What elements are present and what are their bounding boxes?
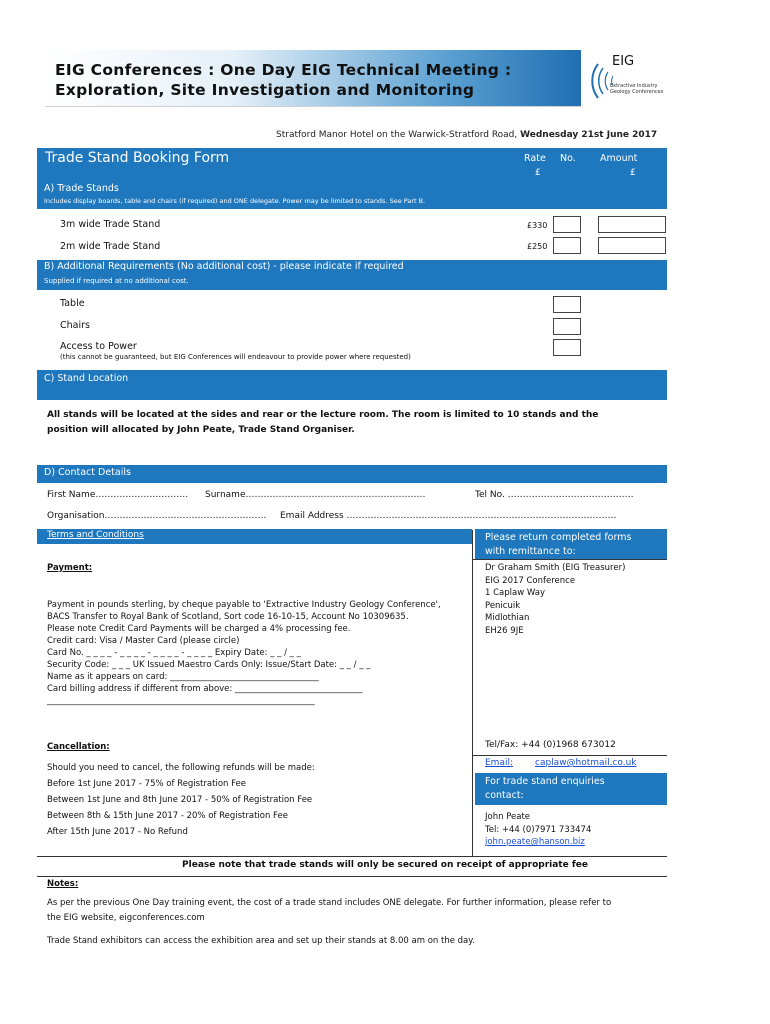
payment-details: Payment in pounds sterling, by cheque payable to 'Extractive Industry Geology Conference', BACS Transfer to Royal Bank of Scotland, Sort code 16-10-15, Account No 10309635. Please note Credit Card Payments will be charged a 4% processing fee. Credit card: Visa / Master Card (please circle) Card No. _ _ _ _ - _ _ _ _ - _ _ _ _ - _ _ _ _ Expiry Date: _ _ / _ _ Security Code: _ _ _ UK Issued Maestro Cards Only: Issue/Start Date: _ _ / _ _ Name as it appears on card: ___________________________________ Card billing address if different from above: ______________________________ _______________________________________________________________ — [47, 600, 441, 706]
terms-title: Terms and Conditions — [47, 530, 144, 540]
treasurer-address: Dr Graham Smith (EIG Treasurer) EIG 2017 Conference 1 Caplaw Way Penicuik Midlothian EH26 9JE — [485, 563, 626, 636]
title-line-2: Exploration, Site Investigation and Monitoring — [55, 81, 475, 99]
organisation-field[interactable]: Organisation……………………………………………… — [47, 511, 267, 521]
section-d-header — [37, 465, 667, 483]
note-2: Trade Stand exhibitors can access the exhibition area and set up their stands at 8.00 am on the day. — [47, 936, 475, 946]
surname-field[interactable]: Surname…………………………………………………… — [205, 490, 426, 500]
title-line-1: EIG Conferences : One Day EIG Technical Meeting : — [55, 61, 512, 79]
item-2m-stand-price: £250 — [527, 242, 548, 251]
tel-field[interactable]: Tel No. …………………………………… — [475, 490, 634, 500]
section-b-subtitle: Supplied if required at no additional cost. — [44, 277, 189, 285]
item-3m-stand-label: 3m wide Trade Stand — [60, 219, 161, 230]
logo-subtitle: Extractive Industry Geology Conferences — [610, 83, 664, 95]
first-name-field[interactable]: First Name………………….……… — [47, 490, 189, 500]
section-b-title: B) Additional Requirements (No additional cost) - please indicate if required — [44, 261, 404, 272]
notes-heading: Notes: — [47, 879, 79, 889]
venue-line: Stratford Manor Hotel on the Warwick-Stratford Road, Wednesday 21st June 2017 — [276, 130, 658, 140]
section-d-title: D) Contact Details — [44, 467, 131, 478]
amount-currency: £ — [630, 168, 636, 178]
secured-note: Please note that trade stands will only be secured on receipt of appropriate fee — [182, 860, 588, 870]
logo-text: EIG — [612, 54, 635, 69]
stand-location-text: All stands will be located at the sides and rear or the lecture room. The room is limited to 10 stands and the position will allocated by John Peate, Trade Stand Organiser. — [47, 410, 599, 435]
enquiries-contact: John Peate Tel: +44 (0)7971 733474 john.peate@hanson.biz — [485, 812, 592, 847]
section-a-subtitle: Includes display boards, table and chairs (if required) and ONE delegate. Power may be limited to stands. See Part B. — [44, 197, 426, 205]
item-power-label: Access to Power — [60, 341, 137, 352]
page-title — [55, 60, 511, 100]
column-divider — [472, 530, 473, 856]
divider-right — [472, 559, 667, 560]
table-checkbox[interactable] — [553, 296, 581, 313]
footer-divider-2 — [37, 876, 667, 877]
2m-stand-quantity-field[interactable] — [553, 237, 581, 254]
note-1: As per the previous One Day training event, the cost of a trade stand includes ONE delegate. For further information, please refer to the EIG website, eigconferences.com — [47, 898, 612, 923]
treasurer-email-link[interactable]: caplaw@hotmail.co.uk — [535, 758, 637, 768]
item-chairs-label: Chairs — [60, 320, 90, 331]
2m-stand-amount-field[interactable] — [598, 237, 666, 254]
section-b-header — [37, 260, 667, 290]
rate-currency: £ — [535, 168, 541, 178]
cancellation-heading: Cancellation: — [47, 742, 110, 752]
contact-email-link[interactable]: john.peate@hanson.biz — [485, 837, 585, 847]
section-c-title: C) Stand Location — [44, 373, 129, 384]
payment-heading: Payment: — [47, 563, 93, 573]
enquiries-header: For trade stand enquiries contact: — [475, 773, 667, 805]
footer-divider — [37, 856, 667, 857]
3m-stand-amount-field[interactable] — [598, 216, 666, 233]
chairs-checkbox[interactable] — [553, 318, 581, 335]
col-rate: Rate — [524, 153, 546, 164]
treasurer-telfax: Tel/Fax: +44 (0)1968 673012 — [485, 740, 616, 750]
item-3m-stand-price: £330 — [527, 221, 548, 230]
section-c-header — [37, 370, 667, 400]
divider-right-2 — [472, 755, 667, 756]
power-note: (this cannot be guaranteed, but EIG Conferences will endeavour to provide power where requested) — [60, 353, 411, 361]
section-a-title: A) Trade Stands — [44, 183, 119, 194]
col-amount: Amount — [600, 153, 638, 164]
form-title: Trade Stand Booking Form — [45, 150, 230, 166]
3m-stand-quantity-field[interactable] — [553, 216, 581, 233]
email-label: Email: — [485, 758, 514, 768]
cancellation-details: Should you need to cancel, the following refunds will be made: Before 1st June 2017 - 75% of Registration Fee Between 1st June and 8th June 2017 - 50% of Registration Fee Between 8th & 15th June 2017 - 20% of Registration Fee After 15th June 2017 - No Refund — [47, 763, 315, 837]
power-checkbox[interactable] — [553, 339, 581, 356]
item-2m-stand-label: 2m wide Trade Stand — [60, 241, 161, 252]
email-field[interactable]: Email Address ……………………………………………………………………………… — [280, 511, 617, 521]
item-table-label: Table — [60, 298, 85, 309]
section-a-header — [37, 182, 667, 209]
col-no: No. — [560, 153, 576, 164]
return-to-header: Please return completed forms with remittance to: — [475, 529, 667, 560]
